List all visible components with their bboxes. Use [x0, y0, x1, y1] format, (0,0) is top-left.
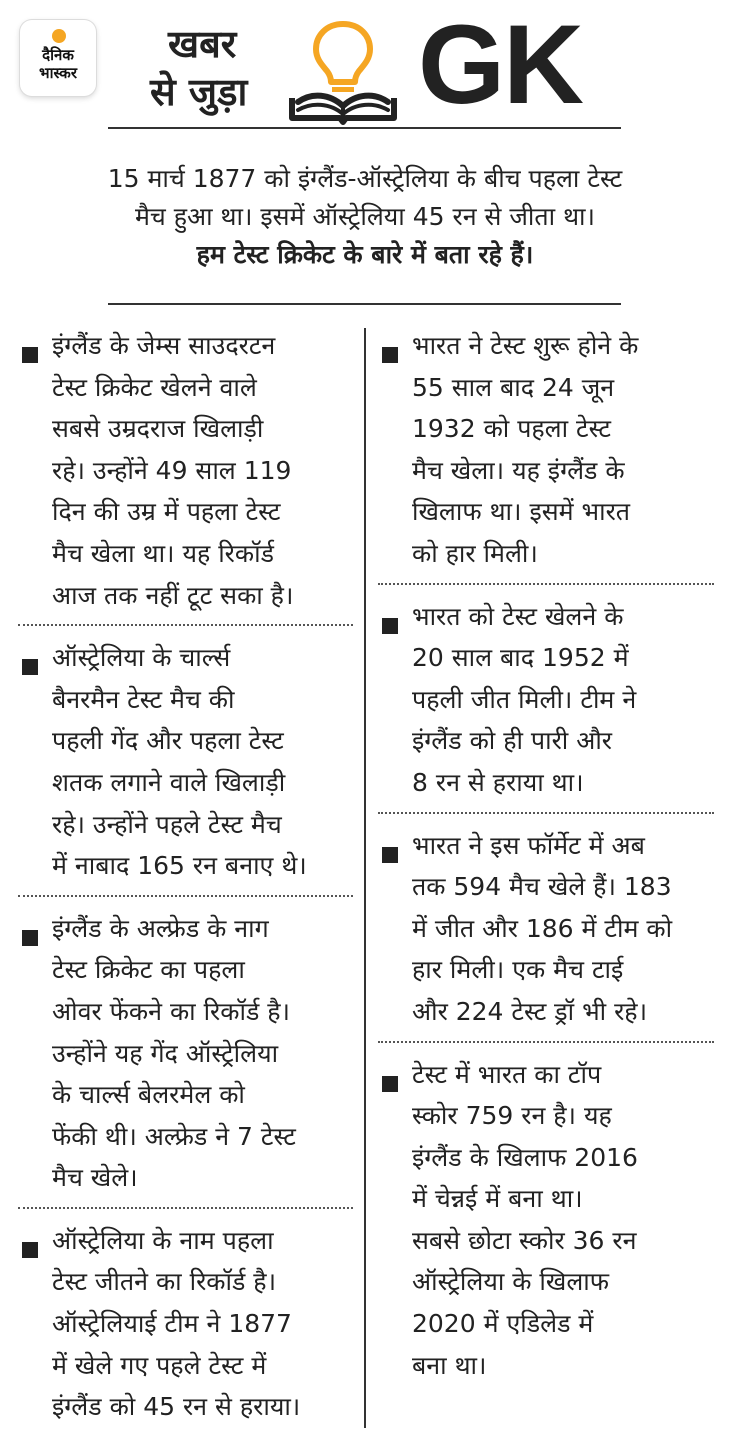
fact-text	[52, 637, 353, 887]
fact-line: मैच खेला था। यह रिकॉर्ड	[52, 538, 274, 568]
fact-line: फेंकी थी। अल्फ्रेड ने 7 टेस्ट	[52, 1121, 296, 1151]
logo-text	[20, 46, 96, 82]
fact-line: में चेन्नई में बना था।	[412, 1184, 583, 1214]
intro-line2: मैच हुआ था। इसमें ऑस्ट्रेलिया 45 रन से जीता था।	[134, 202, 595, 231]
gk-heading: GK	[418, 2, 582, 127]
fact-item	[378, 1054, 714, 1387]
fact-item	[378, 825, 714, 1033]
fact-line: सबसे उम्रदराज खिलाड़ी	[52, 414, 264, 444]
fact-line: टेस्ट में भारत का टॉप	[412, 1059, 602, 1089]
dotted-separator	[378, 812, 714, 814]
fact-line: इंग्लैंड के खिलाफ 2016	[412, 1142, 638, 1172]
fact-item	[378, 596, 714, 804]
tagline-se-juda: से जुड़ा	[150, 70, 248, 114]
fact-line: बना था।	[412, 1350, 487, 1380]
square-bullet-icon	[22, 659, 38, 675]
fact-line: भारत को टेस्ट खेलने के	[412, 601, 624, 631]
fact-text	[412, 596, 714, 804]
fact-line: 20 साल बाद 1952 में	[412, 643, 629, 673]
fact-line: पहली गेंद और पहला टेस्ट	[52, 726, 284, 756]
fact-line: 8 रन से हराया था।	[412, 767, 584, 797]
dotted-separator	[378, 583, 714, 585]
fact-text	[52, 1220, 353, 1428]
tagline-khabar: खबर	[168, 22, 237, 66]
right-column	[378, 325, 714, 1386]
fact-line: ऑस्ट्रेलिया के नाम पहला	[52, 1225, 274, 1255]
square-bullet-icon	[22, 1242, 38, 1258]
fact-line: तक 594 मैच खेले हैं। 183	[412, 872, 672, 902]
fact-line: भारत ने इस फॉर्मेट में अब	[412, 830, 645, 860]
fact-item	[18, 637, 353, 887]
fact-line: बैनरमैन टेस्ट मैच की	[52, 684, 235, 714]
square-bullet-icon	[22, 930, 38, 946]
left-column	[18, 325, 353, 1428]
fact-line: को हार मिली।	[412, 538, 538, 568]
fact-line: टेस्ट जीतने का रिकॉर्ड है।	[52, 1267, 277, 1297]
fact-line: 1932 को पहला टेस्ट	[412, 414, 611, 444]
dainik-bhaskar-logo	[20, 20, 96, 96]
dotted-separator	[18, 895, 353, 897]
fact-line: में नाबाद 165 रन बनाए थे।	[52, 851, 307, 881]
fact-line: में खेले गए पहले टेस्ट में	[52, 1350, 267, 1380]
fact-line: शतक लगाने वाले खिलाड़ी	[52, 767, 286, 797]
fact-line: रहे। उन्होंने 49 साल 119	[52, 455, 292, 485]
square-bullet-icon	[382, 618, 398, 634]
intro-rule	[108, 303, 621, 305]
header	[0, 0, 730, 130]
fact-item	[18, 908, 353, 1199]
fact-line: मैच खेला। यह इंग्लैंड के	[412, 455, 625, 485]
fact-line: रहे। उन्होंने पहले टेस्ट मैच	[52, 809, 282, 839]
fact-line: भारत ने टेस्ट शुरू होने के	[412, 331, 639, 360]
fact-line: ओवर फेंकने का रिकॉर्ड है।	[52, 996, 291, 1026]
fact-line: 2020 में एडिलेड में	[412, 1309, 594, 1339]
dotted-separator	[18, 624, 353, 626]
fact-line: इंग्लैंड के अल्फ्रेड के नाग	[52, 913, 269, 943]
fact-line: सबसे छोटा स्कोर 36 रन	[412, 1225, 637, 1255]
intro-line1: 15 मार्च 1877 को इंग्लैंड-ऑस्ट्रेलिया के बीच पहला टेस्ट	[107, 164, 623, 193]
fact-line: इंग्लैंड को 45 रन से हराया।	[52, 1392, 301, 1422]
fact-line: टेस्ट क्रिकेट खेलने वाले	[52, 372, 257, 402]
square-bullet-icon	[382, 1076, 398, 1092]
fact-line: हार मिली। एक मैच टाई	[412, 955, 624, 985]
dotted-separator	[18, 1207, 353, 1209]
square-bullet-icon	[382, 347, 398, 363]
fact-text	[52, 908, 353, 1199]
fact-item	[378, 325, 714, 575]
fact-line: ऑस्ट्रेलिया के चार्ल्स	[52, 643, 231, 673]
logo-line1: दैनिक	[42, 46, 74, 64]
header-rule	[108, 127, 621, 129]
intro	[40, 160, 690, 274]
fact-line: स्कोर 759 रन है। यह	[412, 1101, 612, 1131]
fact-line: पहली जीत मिली। टीम ने	[412, 684, 637, 714]
fact-item	[18, 325, 353, 616]
fact-line: इंग्लैंड के जेम्स साउदरटन	[52, 331, 276, 360]
fact-line: मैच खेले।	[52, 1163, 138, 1193]
fact-item	[18, 1220, 353, 1428]
fact-line: के चार्ल्स बेलरमेल को	[52, 1080, 245, 1110]
fact-line: आज तक नहीं टूट सका है।	[52, 580, 294, 610]
fact-text	[412, 325, 714, 575]
square-bullet-icon	[382, 847, 398, 863]
fact-line: इंग्लैंड को ही पारी और	[412, 726, 613, 756]
lightbulb-book-icon	[282, 18, 404, 130]
fact-text	[52, 325, 353, 616]
fact-line: 55 साल बाद 24 जून	[412, 372, 615, 402]
fact-line: दिन की उम्र में पहला टेस्ट	[52, 497, 281, 527]
dotted-separator	[378, 1041, 714, 1043]
logo-line2: भास्कर	[39, 64, 77, 82]
fact-line: में जीत और 186 में टीम को	[412, 913, 673, 943]
fact-line: और 224 टेस्ट ड्रॉ भी रहे।	[412, 996, 648, 1026]
column-divider	[364, 328, 366, 1428]
fact-text	[412, 825, 714, 1033]
fact-text	[412, 1054, 714, 1387]
fact-line: खिलाफ था। इसमें भारत	[412, 497, 631, 527]
fact-line: उन्होंने यह गेंद ऑस्ट्रेलिया	[52, 1038, 279, 1068]
fact-line: टेस्ट क्रिकेट का पहला	[52, 955, 245, 985]
fact-line: ऑस्ट्रेलियाई टीम ने 1877	[52, 1309, 292, 1339]
intro-line3: हम टेस्ट क्रिकेट के बारे में बता रहे हैं।	[196, 240, 534, 269]
sun-dot-icon	[52, 29, 66, 43]
square-bullet-icon	[22, 347, 38, 363]
fact-line: ऑस्ट्रेलिया के खिलाफ	[412, 1267, 610, 1297]
